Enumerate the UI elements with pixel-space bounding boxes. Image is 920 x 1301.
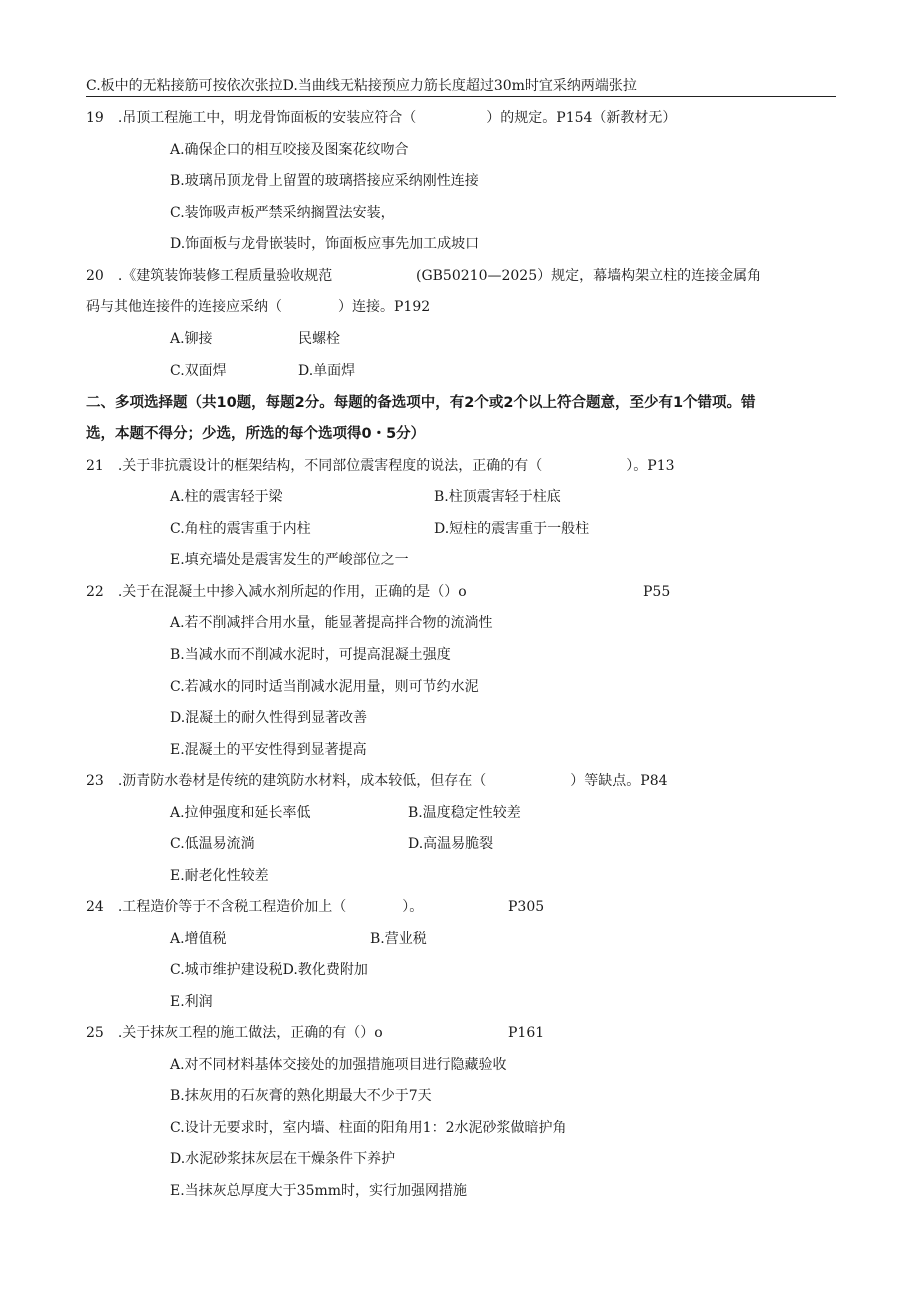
section-title-line2: 选，本题不得分；少选，所选的每个选项得0・5分）: [86, 426, 426, 442]
question-23: [86, 771, 668, 791]
question-number: 23: [86, 773, 104, 789]
option-e: E.填充墙处是震害发生的严峻部位之一: [170, 552, 409, 568]
question-stem-line2: 码与其他连接件的连接应采纳（ ）连接。P192: [86, 299, 431, 315]
option-b: B.柱顶震害轻于柱底: [434, 489, 561, 505]
option-c: C.低温易流淌: [170, 836, 255, 852]
option-b: 民螺栓: [298, 331, 340, 347]
question-number: 22: [86, 584, 104, 600]
option-d: D.水泥砂浆抹灰层在干燥条件下养护: [170, 1151, 396, 1167]
option-c: C.双面焊: [170, 363, 227, 379]
question-stem: .工程造价等于不含税工程造价加上（ ）。: [117, 899, 424, 915]
page-reference: P161: [508, 1025, 545, 1041]
question-24: [86, 897, 423, 917]
question-stem: .关于非抗震设计的框架结构，不同部位震害程度的说法，正确的有（ ）。P13: [117, 458, 675, 474]
option-a: A.柱的震害轻于梁: [170, 489, 283, 505]
option-c: C.装饰吸声板严禁采纳搁置法安装，: [170, 205, 395, 221]
option-a: A.对不同材料基体交接处的加强措施项目进行隐藏验收: [170, 1057, 507, 1073]
question-20: [86, 266, 332, 286]
option-e: E.利润: [170, 994, 213, 1010]
option-d: D.短柱的震害重于一般柱: [434, 521, 590, 537]
option-a: A.拉伸强度和延长率低: [170, 805, 311, 821]
option-e: E.当抹灰总厚度大于35mm时，实行加强网措施: [170, 1183, 468, 1199]
option-c: C.若减水的同时适当削减水泥用量，则可节约水泥: [170, 679, 479, 695]
question-stem: .关于抹灰工程的施工做法，正确的有（）o: [117, 1025, 383, 1041]
question-25: [86, 1023, 383, 1043]
question-number: 21: [86, 458, 104, 474]
page-reference: P55: [643, 584, 671, 600]
option-b: B.营业税: [370, 931, 427, 947]
option-b: B.抹灰用的石灰膏的熟化期最大不少于7天: [170, 1088, 432, 1104]
option-b: B.玻璃吊顶龙骨上留置的玻璃搭接应采纳刚性连接: [170, 173, 479, 189]
section-title: 二、多项选择题（共10题，每题2分。每题的备选项中，有2个或2个以上符合题意，至少有1个错项。错: [86, 395, 756, 411]
option-c-d: C.城市维护建设税D.教化费附加: [170, 962, 368, 978]
option-c: C.角柱的震害重于内柱: [170, 521, 311, 537]
option-e: E.耐老化性较差: [170, 868, 269, 884]
header-divider: [86, 96, 836, 97]
question-stem: .《建筑装饰装修工程质量验收规范: [117, 268, 333, 284]
page-reference: P305: [508, 899, 545, 915]
question-stem: .吊顶工程施工中，明龙骨饰面板的安装应符合（ ）的规定。P154（新教材无）: [117, 110, 677, 126]
option-d: D.饰面板与龙骨嵌装时，饰面板应事先加工成坡口: [170, 236, 480, 252]
option-a: A.确保企口的相互咬接及图案花纹吻合: [170, 142, 409, 158]
question-21: [86, 456, 675, 476]
option-a: A.若不削减拌合用水量，能显著提高拌合物的流淌性: [170, 615, 493, 631]
question-stem: .关于在混凝土中掺入减水剂所起的作用，正确的是（）o: [117, 584, 467, 600]
question-19: [86, 108, 676, 128]
question-number: 19: [86, 110, 104, 126]
question-number: 25: [86, 1025, 104, 1041]
option-b: B.当减水而不削减水泥时，可提高混凝土强度: [170, 647, 451, 663]
header-line: C.板中的无粘接筋可按依次张拉D.当曲线无粘接预应力筋长度超过30m时宜采纳两端张拉: [86, 78, 637, 94]
option-d: D.单面焊: [298, 363, 356, 379]
question-number: 20: [86, 268, 104, 284]
question-22: [86, 582, 467, 602]
option-a: A.铆接: [170, 331, 213, 347]
option-d: D.高温易脆裂: [408, 836, 494, 852]
option-d: D.混凝土的耐久性得到显著改善: [170, 710, 368, 726]
option-a: A.增值税: [170, 931, 227, 947]
option-e: E.混凝土的平安性得到显著提高: [170, 742, 367, 758]
question-stem: .沥青防水卷材是传统的建筑防水材料，成本较低，但存在（ ）等缺点。P84: [117, 773, 668, 789]
question-stem-continued: (GB50210—2025）规定，幕墙构架立柱的连接金属角: [416, 268, 762, 284]
option-c: C.设计无要求时，室内墙、柱面的阳角用1：2水泥砂浆做暗护角: [170, 1120, 567, 1136]
question-number: 24: [86, 899, 104, 915]
option-b: B.温度稳定性较差: [408, 805, 521, 821]
